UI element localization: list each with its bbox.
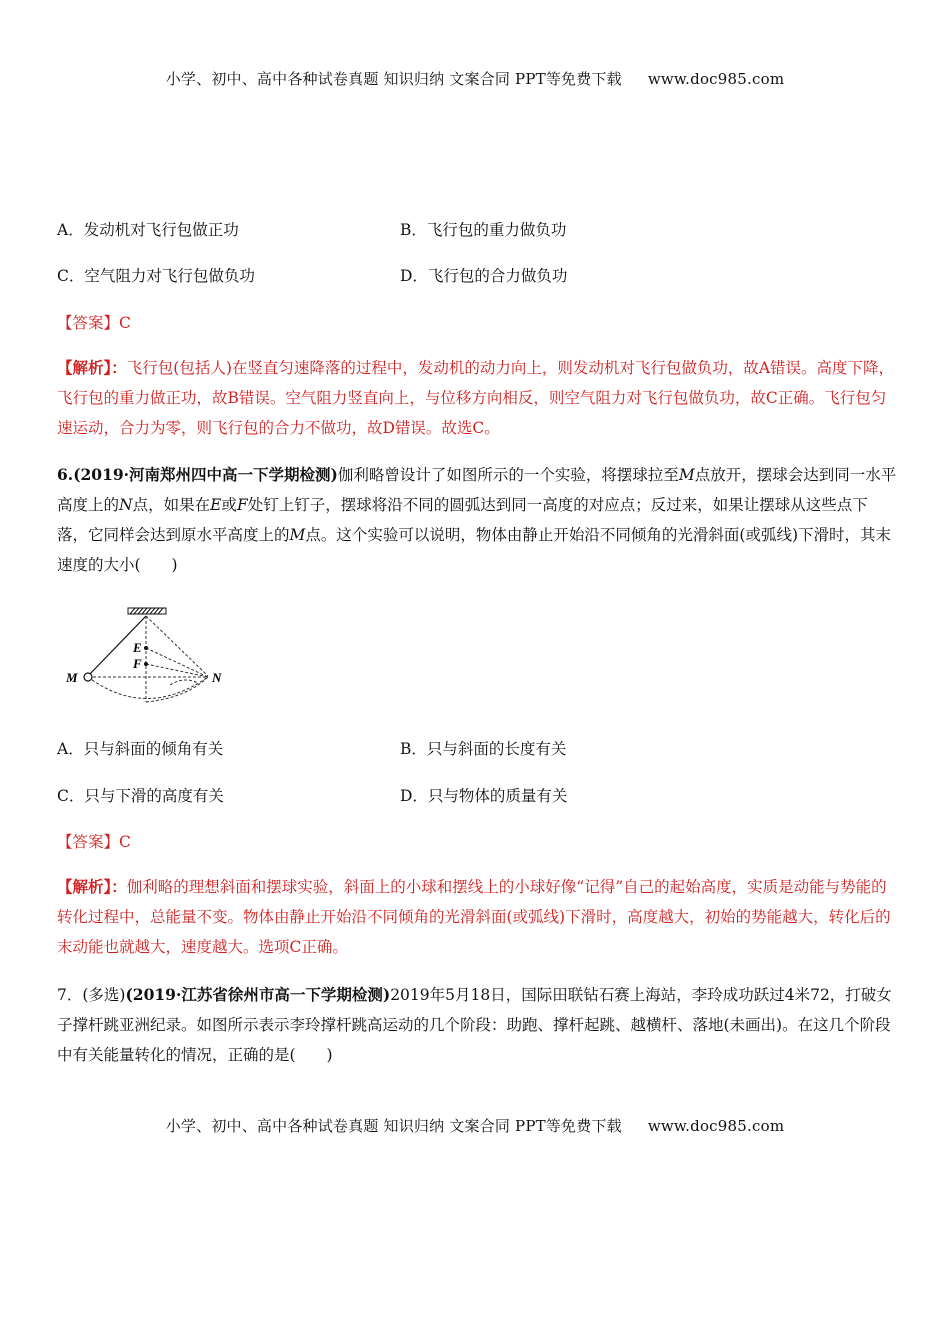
- q6-stem-part: 点放开，摆球会达到同一水平高度上的: [57, 466, 897, 514]
- q6-source: (2019·河南郑州四中高一下学期检测): [73, 465, 338, 484]
- q7-stem: [57, 980, 897, 1070]
- label-f: F: [133, 656, 142, 671]
- dashed-guides: [88, 616, 208, 702]
- q7-source: (2019·江苏省徐州市高一下学期检测): [125, 985, 391, 1004]
- q5-option-b: B．飞行包的重力做负功: [400, 221, 567, 239]
- nail-e: [144, 646, 148, 650]
- label-m: M: [66, 670, 78, 685]
- q6-option-c: C．只与下滑的高度有关: [57, 787, 224, 805]
- q6-analysis-label: 【解析】：: [57, 877, 127, 896]
- q6-analysis-text: 伽利略的理想斜面和摆球实验，斜面上的小球和摆线上的小球好像“记得”自己的起始高度，实质是动能与势能的转化过程中，总能量不变。物体由静止开始沿不同倾角的光滑斜面(或弧线)下滑时，高度越大，初始的势能越大，转化后的末动能也就越大，速度越大。选项C正确。: [57, 878, 891, 956]
- q6-stem: [57, 460, 897, 580]
- header-url[interactable]: www.doc985.com: [647, 70, 785, 88]
- pendulum-figure: [58, 600, 238, 710]
- q6-var-m: M: [289, 526, 306, 544]
- q7-prefix: 7．(多选): [57, 986, 126, 1004]
- q5-analysis-text: 飞行包(包括人)在竖直匀速降落的过程中，发动机的动力向上，则发动机对飞行包做负功，故A错误。高度下降，飞行包的重力做正功，故B错误。空气阻力竖直向上，与位移方向相反，则空气阻力对飞行包做负功，故C正确。飞行包匀速运动，合力为零，则飞行包的合力不做功，故D错误。故选C。: [57, 359, 895, 437]
- pendulum-ball: [84, 673, 92, 681]
- q6-stem-part: 点，如果在: [132, 496, 211, 514]
- q5-analysis-label: 【解析】：: [57, 358, 127, 377]
- q6-number: 6.: [57, 465, 74, 484]
- ceiling-hatch: [130, 608, 163, 614]
- q5-answer: 【答案】C: [57, 314, 131, 332]
- q6-var-n: N: [119, 496, 133, 514]
- label-e: E: [133, 640, 142, 655]
- q5-option-c: C．空气阻力对飞行包做负功: [57, 267, 255, 285]
- page-header: [0, 68, 950, 89]
- q5-option-d: D．飞行包的合力做负功: [400, 267, 568, 285]
- q6-option-b: B．只与斜面的长度有关: [400, 740, 567, 758]
- q6-var-e: E: [210, 496, 222, 514]
- q6-stem-part: 或: [221, 496, 237, 514]
- q5-analysis: [57, 353, 897, 443]
- q6-analysis: [57, 872, 897, 962]
- q6-stem-part: 处钉上钉子，摆球将沿不同的圆弧达到同一高度的对应点；反过来，如果让摆球从这些点下落，它同样会达到原水平高度上的: [57, 496, 868, 544]
- page-footer: [0, 1115, 950, 1136]
- q6-stem-part: 点。这个实验可以说明，物体由静止开始沿不同倾角的光滑斜面(或弧线)下滑时，其末速度的大小( ): [57, 526, 891, 574]
- q7-stem-text: 2019年5月18日，国际田联钻石赛上海站，李玲成功跃过4米72，打破女子撑杆跳亚洲纪录。如图所示表示李玲撑杆跳高运动的几个阶段：助跑、撑杆起跳、越横杆、落地(未画出)。在这几个阶段中有关能量转化的情况，正确的是( ): [57, 986, 892, 1064]
- footer-url[interactable]: www.doc985.com: [647, 1117, 785, 1135]
- header-text: 小学、初中、高中各种试卷真题 知识归纳 文案合同 PPT等免费下载: [165, 70, 622, 88]
- q6-var-m: M: [678, 466, 695, 484]
- q5-option-a: A．发动机对飞行包做正功: [57, 221, 239, 239]
- q6-answer: 【答案】C: [57, 833, 131, 851]
- footer-text: 小学、初中、高中各种试卷真题 知识归纳 文案合同 PPT等免费下载: [165, 1117, 622, 1135]
- label-n: N: [212, 670, 222, 685]
- nail-f: [144, 662, 148, 666]
- q6-var-f: F: [236, 496, 248, 514]
- q6-option-a: A．只与斜面的倾角有关: [57, 740, 224, 758]
- q6-stem-part: 伽利略曾设计了如图所示的一个实验，将摆球拉至: [337, 466, 679, 484]
- q6-option-d: D．只与物体的质量有关: [400, 787, 568, 805]
